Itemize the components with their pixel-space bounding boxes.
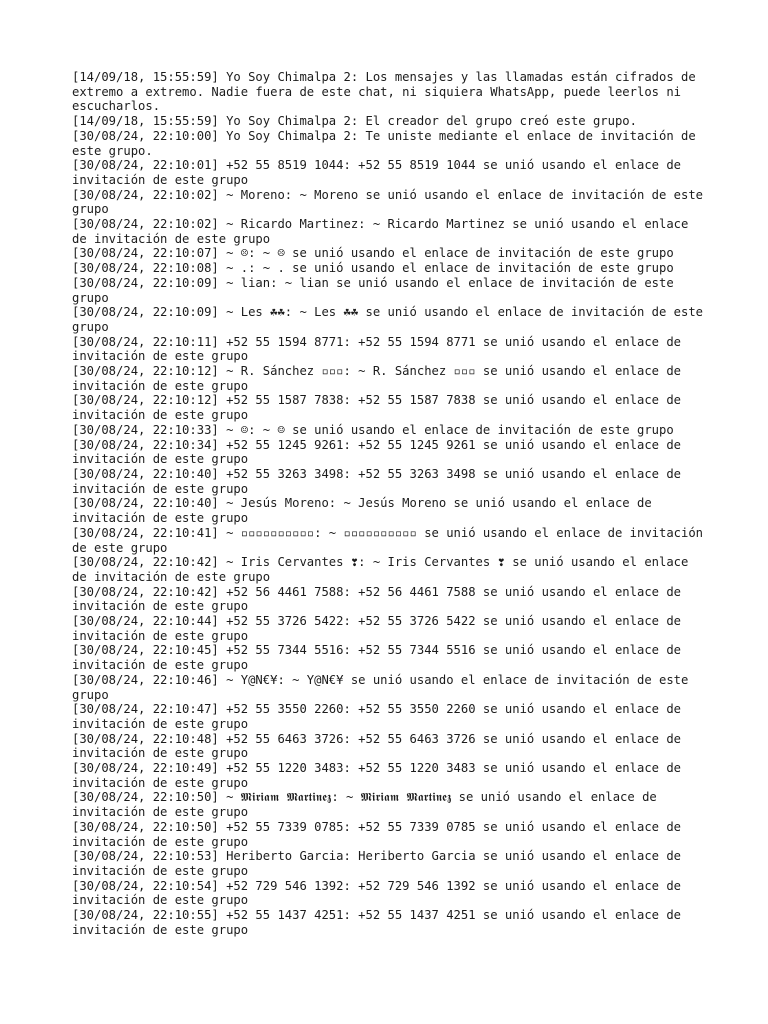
chat-line: [30/08/24, 22:10:09] ~ Les ☘☘: ~ Les ☘☘ se unió usando el enlace de invitación de este grupo — [72, 305, 711, 334]
chat-line: [30/08/24, 22:10:40] +52 55 3263 3498: +52 55 3263 3498 se unió usando el enlace de invitación de este grupo — [72, 466, 689, 496]
chat-line: [30/08/24, 22:10:12] ~ R. Sánchez ▫▫▫: ~ R. Sánchez ▫▫▫ se unió usando el enlace de invitación de este grupo — [72, 364, 689, 393]
chat-line: [30/08/24, 22:10:54] +52 729 546 1392: +52 729 546 1392 se unió usando el enlace de invitación de este grupo — [72, 878, 689, 908]
chat-export-page — [72, 70, 711, 937]
chat-line: [30/08/24, 22:10:40] ~ Jesús Moreno: ~ Jesús Moreno se unió usando el enlace de invitación de este grupo — [72, 496, 660, 526]
chat-line: [30/08/24, 22:10:01] +52 55 8519 1044: +52 55 8519 1044 se unió usando el enlace de invitación de este grupo — [72, 158, 689, 187]
chat-line: [30/08/24, 22:10:02] ~ Moreno: ~ Moreno se unió usando el enlace de invitación de este grupo — [72, 187, 711, 217]
chat-line: [14/09/18, 15:55:59] Yo Soy Chimalpa 2: Los mensajes y las llamadas están cifrados de extremo a extremo. Nadie fuera de este chat, ni siquiera WhatsApp, puede leerlos ni escucharlos. — [72, 70, 704, 114]
chat-line: [30/08/24, 22:10:34] +52 55 1245 9261: +52 55 1245 9261 se unió usando el enlace de invitación de este grupo — [72, 437, 689, 467]
chat-line: [30/08/24, 22:10:46] ~ Y@N€¥: ~ Y@N€¥ se unió usando el enlace de invitación de este grupo — [72, 672, 696, 702]
chat-line: [30/08/24, 22:10:33] ~ ☺: ~ ☺ se unió usando el enlace de invitación de este grupo — [72, 422, 674, 437]
chat-line: [30/08/24, 22:10:45] +52 55 7344 5516: +52 55 7344 5516 se unió usando el enlace de invitación de este grupo — [72, 643, 689, 673]
chat-line: [30/08/24, 22:10:09] ~ lian: ~ lian se unió usando el enlace de invitación de este grupo — [72, 275, 682, 305]
chat-line: [30/08/24, 22:10:48] +52 55 6463 3726: +52 55 6463 3726 se unió usando el enlace de invitación de este grupo — [72, 731, 689, 761]
chat-line: [30/08/24, 22:10:11] +52 55 1594 8771: +52 55 1594 8771 se unió usando el enlace de invitación de este grupo — [72, 334, 689, 364]
chat-line: [30/08/24, 22:10:53] Heriberto Garcia: Heriberto Garcia se unió usando el enlace de invitación de este grupo — [72, 849, 689, 878]
chat-line: [30/08/24, 22:10:42] ~ Iris Cervantes ❣: ~ Iris Cervantes ❣ se unió usando el enlace de invitación de este grupo — [72, 555, 696, 584]
chat-line: [30/08/24, 22:10:55] +52 55 1437 4251: +52 55 1437 4251 se unió usando el enlace de invitación de este grupo — [72, 908, 689, 937]
chat-line: [30/08/24, 22:10:44] +52 55 3726 5422: +52 55 3726 5422 se unió usando el enlace de invitación de este grupo — [72, 614, 689, 643]
chat-line: [30/08/24, 22:10:00] Yo Soy Chimalpa 2: Te uniste mediante el enlace de invitación de este grupo. — [72, 128, 704, 158]
chat-line: [30/08/24, 22:10:08] ~ .: ~ . se unió usando el enlace de invitación de este grupo — [72, 261, 674, 276]
chat-line: [30/08/24, 22:10:42] +52 56 4461 7588: +52 56 4461 7588 se unió usando el enlace de invitación de este grupo — [72, 584, 689, 614]
chat-line: [30/08/24, 22:10:47] +52 55 3550 2260: +52 55 3550 2260 se unió usando el enlace de invitación de este grupo — [72, 702, 689, 731]
chat-line: [30/08/24, 22:10:07] ~ ☹: ~ ☹ se unió usando el enlace de invitación de este grupo — [72, 246, 674, 261]
chat-line: [30/08/24, 22:10:50] ~ 𝕸𝖎𝖗𝖎𝖆𝖒 𝕸𝖆𝖗𝖙𝖎𝖓𝖊𝖟: ~ 𝕸𝖎𝖗𝖎𝖆𝖒 𝕸𝖆𝖗𝖙𝖎𝖓𝖊𝖟 se unió usando el enlace de invitación de este grupo — [72, 790, 665, 820]
chat-line: [30/08/24, 22:10:02] ~ Ricardo Martinez: ~ Ricardo Martinez se unió usando el enlace de invitación de este grupo — [72, 217, 696, 246]
chat-line: [30/08/24, 22:10:50] +52 55 7339 0785: +52 55 7339 0785 se unió usando el enlace de invitación de este grupo — [72, 819, 689, 849]
chat-line: [14/09/18, 15:55:59] Yo Soy Chimalpa 2: El creador del grupo creó este grupo. — [72, 114, 637, 129]
chat-line: [30/08/24, 22:10:12] +52 55 1587 7838: +52 55 1587 7838 se unió usando el enlace de invitación de este grupo — [72, 393, 689, 423]
chat-line: [30/08/24, 22:10:49] +52 55 1220 3483: +52 55 1220 3483 se unió usando el enlace de invitación de este grupo — [72, 761, 689, 790]
chat-line: [30/08/24, 22:10:41] ~ ▫▫▫▫▫▫▫▫▫▫: ~ ▫▫▫▫▫▫▫▫▫▫ se unió usando el enlace de invitación de este grupo — [72, 525, 711, 555]
